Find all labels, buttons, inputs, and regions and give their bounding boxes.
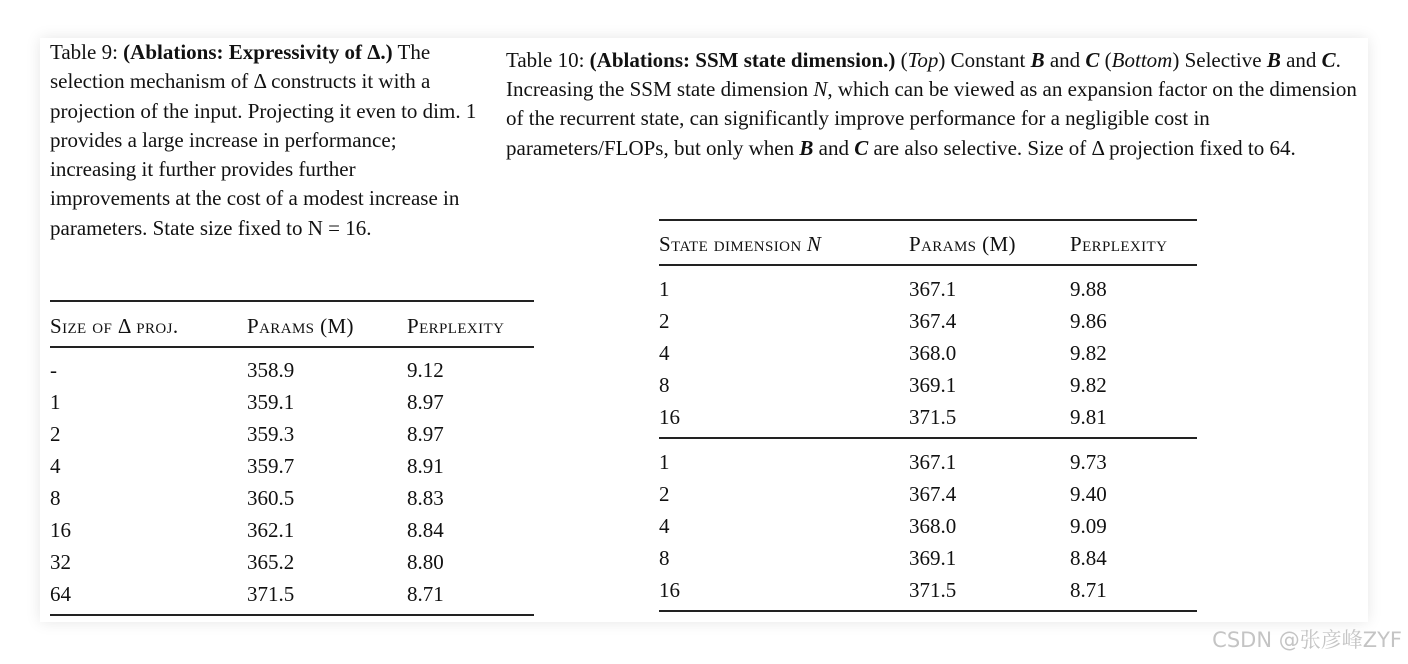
symbol-n: N xyxy=(813,77,828,102)
table-9-header-params: Params (M) xyxy=(247,314,354,338)
table-cell: 8.97 xyxy=(407,422,444,446)
table-10-header-rule xyxy=(659,264,1197,266)
table-10-title: (Ablations: SSM state dimension.) xyxy=(589,48,896,72)
caption-and: and xyxy=(818,135,849,160)
table-9-header-size: Size of Δ proj. xyxy=(50,314,179,338)
table-cell: 367.1 xyxy=(909,277,957,301)
table-10-header xyxy=(659,228,1197,260)
table-10-caption-constant: Constant xyxy=(950,48,1026,72)
table-row xyxy=(659,273,1197,305)
caption-and: and xyxy=(1049,48,1081,72)
table-row xyxy=(659,305,1197,337)
table-cell: 368.0 xyxy=(909,341,957,365)
table-cell: 8 xyxy=(50,486,61,510)
table-cell: 371.5 xyxy=(909,405,957,429)
table-row xyxy=(50,450,534,482)
table-cell: 360.5 xyxy=(247,486,295,510)
table-10-caption-text-d: , which can be viewed as an expansion factor on the dimension of the recurrent state, can significantly improve performance for a negligible cost in parameters/FLOPs, but only when xyxy=(506,77,1357,160)
table-10-header-state-dimension: State dimension N xyxy=(659,232,821,256)
table-10-caption-text-e: are also selective. Size of Δ projection fixed to 64. xyxy=(873,135,1296,160)
table-cell: 1 xyxy=(659,277,670,301)
table-10-caption-selective: Selective xyxy=(1184,48,1262,72)
table-row xyxy=(50,354,534,386)
table-cell: 9.12 xyxy=(407,358,444,382)
table-row xyxy=(659,337,1197,369)
table-cell: 371.5 xyxy=(909,578,957,602)
table-9-bottom-rule xyxy=(50,614,534,616)
table-10-top-label: Top xyxy=(907,48,939,72)
table-row xyxy=(659,510,1197,542)
table-cell: 64 xyxy=(50,582,71,606)
table-9-caption-text: The selection mechanism of Δ constructs it with a projection of the input. Projecting it even to dim. 1 provides a large increase in performance; increasing it further provides further improvements at the cost of a modest increase in parameters. State size fixed to N = 16. xyxy=(50,40,477,240)
symbol-c: C xyxy=(854,135,869,160)
table-cell: 32 xyxy=(50,550,71,574)
table-cell: 9.88 xyxy=(1070,277,1107,301)
table-row xyxy=(659,369,1197,401)
table-cell: 8.97 xyxy=(407,390,444,414)
table-10-mid-rule xyxy=(659,437,1197,439)
table-cell: 16 xyxy=(50,518,71,542)
table-cell: 359.1 xyxy=(247,390,295,414)
symbol-c: C xyxy=(1085,48,1100,72)
table-cell: 9.82 xyxy=(1070,341,1107,365)
table-9-caption xyxy=(50,38,480,243)
table-cell: 359.7 xyxy=(247,454,295,478)
table-cell: 4 xyxy=(659,514,670,538)
table-cell: 367.1 xyxy=(909,450,957,474)
table-row xyxy=(50,514,534,546)
table-cell: 4 xyxy=(659,341,670,365)
table-cell: 362.1 xyxy=(247,518,295,542)
table-cell: 2 xyxy=(659,482,670,506)
table-cell: 9.09 xyxy=(1070,514,1107,538)
symbol-c: C xyxy=(1321,48,1336,72)
table-row xyxy=(50,578,534,610)
table-cell: 369.1 xyxy=(909,546,957,570)
table-cell: 8.80 xyxy=(407,550,444,574)
table-cell: 9.81 xyxy=(1070,405,1107,429)
table-cell: 2 xyxy=(659,309,670,333)
table-cell: 8.84 xyxy=(407,518,444,542)
table-cell: 4 xyxy=(50,454,61,478)
table-cell: 365.2 xyxy=(247,550,295,574)
table-10-caption: Table 10: (Ablations: SSM state dimension.) (Top) Constant B and C (Bottom) Selective B and C. Increasing the SSM state dimension N, which can be viewed as an expansion factor on the dimension of the recurrent state, can significantly improve performance for a negligible cost in parameters/FLOPs, but only when B and C are also selective. Size of Δ projection fixed to 64. xyxy=(506,48,1357,160)
table-row xyxy=(50,482,534,514)
table-cell: 8.84 xyxy=(1070,546,1107,570)
table-10-bottom-rule xyxy=(659,610,1197,612)
table-row xyxy=(659,542,1197,574)
table-10-caption-text-c: . Increasing the SSM state dimension xyxy=(506,48,1341,102)
table-row xyxy=(50,418,534,450)
table-cell: 8 xyxy=(659,373,670,397)
table-cell: 2 xyxy=(50,422,61,446)
table-9 xyxy=(50,300,534,620)
table-cell: 368.0 xyxy=(909,514,957,538)
symbol-b: B xyxy=(1030,48,1045,72)
table-cell: 16 xyxy=(659,578,680,602)
caption-and: and xyxy=(1286,48,1317,72)
table-row xyxy=(50,546,534,578)
table-cell: 367.4 xyxy=(909,482,957,506)
table-cell: - xyxy=(50,358,57,382)
table-row xyxy=(659,446,1197,478)
table-10-header-params: Params (M) xyxy=(909,232,1016,256)
table-cell: 1 xyxy=(50,390,61,414)
table-cell: 8 xyxy=(659,546,670,570)
table-10-header-perplexity: Perplexity xyxy=(1070,232,1168,256)
table-9-title: (Ablations: Expressivity of Δ.) xyxy=(123,40,393,64)
table-cell: 369.1 xyxy=(909,373,957,397)
table-cell: 8.83 xyxy=(407,486,444,510)
table-9-top-rule xyxy=(50,300,534,302)
table-9-header xyxy=(50,310,534,342)
table-cell: 8.71 xyxy=(407,582,444,606)
table-cell: 1 xyxy=(659,450,670,474)
table-cell: 358.9 xyxy=(247,358,295,382)
symbol-b: B xyxy=(799,135,814,160)
watermark: CSDN @张彦峰ZYF xyxy=(1212,628,1402,652)
table-cell: 8.71 xyxy=(1070,578,1107,602)
table-9-header-perplexity: Perplexity xyxy=(407,314,505,338)
table-cell: 371.5 xyxy=(247,582,295,606)
table-row xyxy=(659,478,1197,510)
symbol-b: B xyxy=(1266,48,1281,72)
table-10-header-n: N xyxy=(806,232,821,256)
table-10-label: Table 10: xyxy=(506,48,585,72)
table-cell: 367.4 xyxy=(909,309,957,333)
table-cell: 359.3 xyxy=(247,422,295,446)
table-10 xyxy=(659,219,1197,615)
table-10-bottom-label: Bottom xyxy=(1111,48,1173,72)
table-cell: 16 xyxy=(659,405,680,429)
table-10-top-rule xyxy=(659,219,1197,221)
table-cell: 9.40 xyxy=(1070,482,1107,506)
table-row xyxy=(659,401,1197,433)
table-cell: 9.82 xyxy=(1070,373,1107,397)
table-9-label: Table 9: xyxy=(50,40,118,64)
table-row xyxy=(659,574,1197,606)
table-cell: 9.73 xyxy=(1070,450,1107,474)
table-cell: 8.91 xyxy=(407,454,444,478)
table-row xyxy=(50,386,534,418)
table-9-header-rule xyxy=(50,346,534,348)
table-cell: 9.86 xyxy=(1070,309,1107,333)
